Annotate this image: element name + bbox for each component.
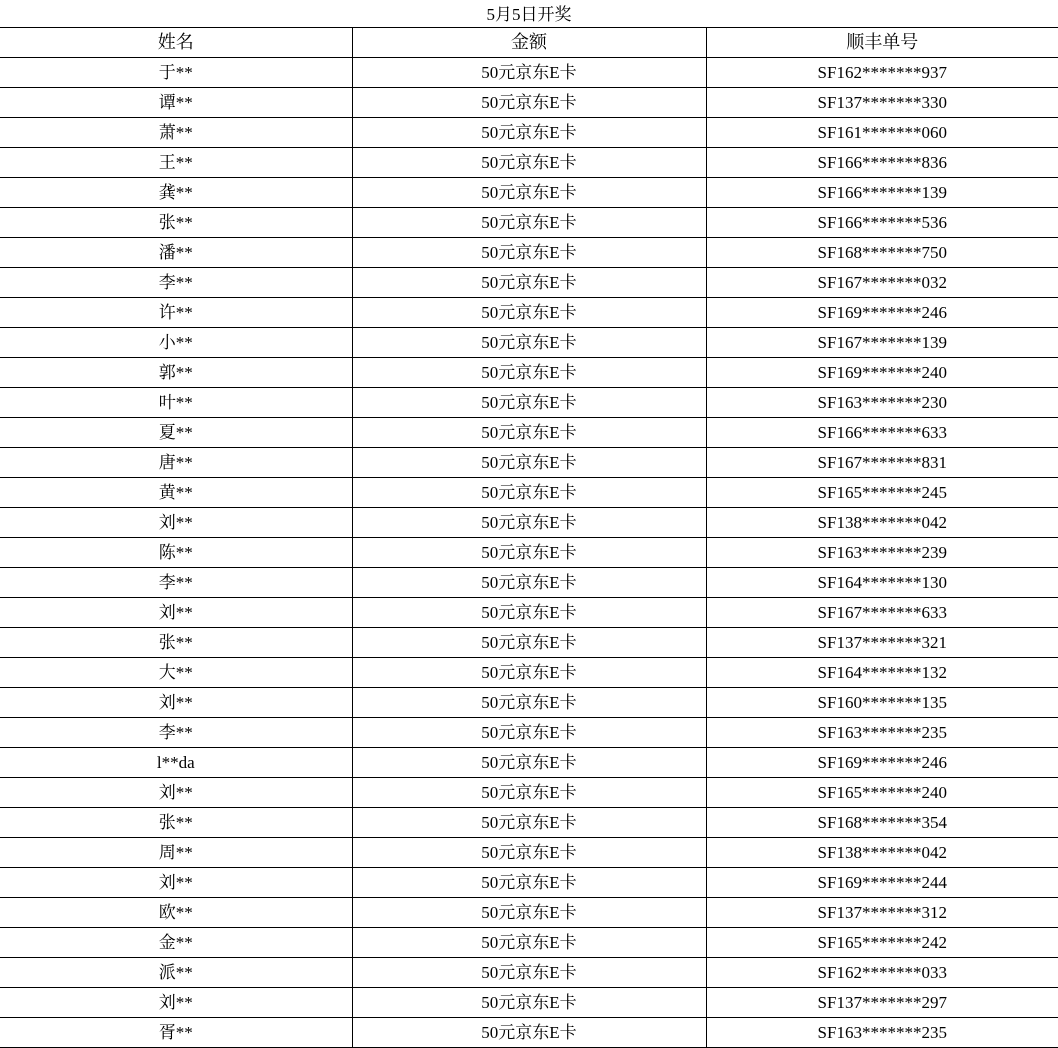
- table-row: [0, 178, 1058, 208]
- winner-name-cell: 夏**: [0, 418, 352, 448]
- winner-name-cell: 许**: [0, 298, 352, 328]
- table-row: [0, 658, 1058, 688]
- winner-name-cell: 萧**: [0, 118, 352, 148]
- table-row: [0, 118, 1058, 148]
- winner-name-cell: 王**: [0, 148, 352, 178]
- prize-amount-cell: 50元京东E卡: [352, 148, 706, 178]
- winner-name-cell: 小**: [0, 328, 352, 358]
- winner-name-cell: 派**: [0, 958, 352, 988]
- table-row: [0, 358, 1058, 388]
- winner-name-cell: 张**: [0, 208, 352, 238]
- prize-amount-cell: 50元京东E卡: [352, 1018, 706, 1048]
- table-row: [0, 778, 1058, 808]
- winner-name-cell: 于**: [0, 58, 352, 88]
- tracking-number-cell: SF137*******297: [706, 988, 1058, 1018]
- winner-name-cell: 周**: [0, 838, 352, 868]
- prize-amount-cell: 50元京东E卡: [352, 568, 706, 598]
- tracking-number-cell: SF167*******032: [706, 268, 1058, 298]
- prize-amount-cell: 50元京东E卡: [352, 508, 706, 538]
- winner-name-cell: 刘**: [0, 868, 352, 898]
- winner-name-cell: 刘**: [0, 598, 352, 628]
- prize-amount-cell: 50元京东E卡: [352, 628, 706, 658]
- tracking-number-cell: SF168*******354: [706, 808, 1058, 838]
- winner-name-cell: 张**: [0, 628, 352, 658]
- winner-name-cell: 谭**: [0, 88, 352, 118]
- winners-table: [0, 27, 1058, 1048]
- tracking-number-cell: SF138*******042: [706, 838, 1058, 868]
- winner-name-cell: 大**: [0, 658, 352, 688]
- winner-name-cell: 张**: [0, 808, 352, 838]
- tracking-number-cell: SF162*******937: [706, 58, 1058, 88]
- prize-amount-cell: 50元京东E卡: [352, 748, 706, 778]
- winner-name-cell: 李**: [0, 268, 352, 298]
- tracking-number-cell: SF165*******242: [706, 928, 1058, 958]
- winner-name-cell: 唐**: [0, 448, 352, 478]
- table-row: [0, 238, 1058, 268]
- tracking-number-cell: SF169*******244: [706, 868, 1058, 898]
- winner-name-cell: 黄**: [0, 478, 352, 508]
- prize-amount-cell: 50元京东E卡: [352, 688, 706, 718]
- prize-amount-cell: 50元京东E卡: [352, 58, 706, 88]
- prize-amount-cell: 50元京东E卡: [352, 208, 706, 238]
- table-row: [0, 208, 1058, 238]
- header-row: [0, 28, 1058, 58]
- winner-name-cell: 龚**: [0, 178, 352, 208]
- winner-name-cell: 刘**: [0, 778, 352, 808]
- tracking-number-cell: SF169*******246: [706, 748, 1058, 778]
- table-row: [0, 568, 1058, 598]
- tracking-number-cell: SF167*******831: [706, 448, 1058, 478]
- column-header-amount: 金额: [352, 28, 706, 58]
- prize-amount-cell: 50元京东E卡: [352, 988, 706, 1018]
- winner-name-cell: 刘**: [0, 988, 352, 1018]
- tracking-number-cell: SF163*******235: [706, 718, 1058, 748]
- tracking-number-cell: SF169*******240: [706, 358, 1058, 388]
- tracking-number-cell: SF163*******239: [706, 538, 1058, 568]
- tracking-number-cell: SF163*******235: [706, 1018, 1058, 1048]
- table-row: [0, 808, 1058, 838]
- tracking-number-cell: SF166*******633: [706, 418, 1058, 448]
- tracking-number-cell: SF165*******240: [706, 778, 1058, 808]
- prize-amount-cell: 50元京东E卡: [352, 448, 706, 478]
- table-row: [0, 928, 1058, 958]
- winner-name-cell: l**da: [0, 748, 352, 778]
- table-row: [0, 58, 1058, 88]
- tracking-number-cell: SF138*******042: [706, 508, 1058, 538]
- prize-amount-cell: 50元京东E卡: [352, 478, 706, 508]
- prize-amount-cell: 50元京东E卡: [352, 658, 706, 688]
- table-row: [0, 448, 1058, 478]
- table-row: [0, 268, 1058, 298]
- tracking-number-cell: SF163*******230: [706, 388, 1058, 418]
- winner-name-cell: 刘**: [0, 508, 352, 538]
- table-row: [0, 958, 1058, 988]
- table-row: [0, 598, 1058, 628]
- tracking-number-cell: SF168*******750: [706, 238, 1058, 268]
- tracking-number-cell: SF162*******033: [706, 958, 1058, 988]
- table-row: [0, 508, 1058, 538]
- winner-name-cell: 胥**: [0, 1018, 352, 1048]
- winner-name-cell: 叶**: [0, 388, 352, 418]
- winner-name-cell: 李**: [0, 718, 352, 748]
- prize-amount-cell: 50元京东E卡: [352, 118, 706, 148]
- table-row: [0, 538, 1058, 568]
- tracking-number-cell: SF164*******132: [706, 658, 1058, 688]
- table-row: [0, 838, 1058, 868]
- tracking-number-cell: SF164*******130: [706, 568, 1058, 598]
- prize-amount-cell: 50元京东E卡: [352, 238, 706, 268]
- winner-name-cell: 李**: [0, 568, 352, 598]
- table-row: [0, 388, 1058, 418]
- prize-amount-cell: 50元京东E卡: [352, 268, 706, 298]
- tracking-number-cell: SF169*******246: [706, 298, 1058, 328]
- tracking-number-cell: SF166*******836: [706, 148, 1058, 178]
- page-title: 5月5日开奖: [486, 5, 572, 24]
- prize-amount-cell: 50元京东E卡: [352, 328, 706, 358]
- table-row: [0, 148, 1058, 178]
- tracking-number-cell: SF137*******312: [706, 898, 1058, 928]
- tracking-number-cell: SF165*******245: [706, 478, 1058, 508]
- winner-name-cell: 刘**: [0, 688, 352, 718]
- winner-name-cell: 郭**: [0, 358, 352, 388]
- tracking-number-cell: SF166*******139: [706, 178, 1058, 208]
- prize-amount-cell: 50元京东E卡: [352, 808, 706, 838]
- prize-amount-cell: 50元京东E卡: [352, 778, 706, 808]
- tracking-number-cell: SF167*******633: [706, 598, 1058, 628]
- winner-name-cell: 潘**: [0, 238, 352, 268]
- prize-amount-cell: 50元京东E卡: [352, 838, 706, 868]
- table-row: [0, 898, 1058, 928]
- table-row: [0, 988, 1058, 1018]
- prize-amount-cell: 50元京东E卡: [352, 538, 706, 568]
- prize-amount-cell: 50元京东E卡: [352, 928, 706, 958]
- winner-name-cell: 欧**: [0, 898, 352, 928]
- tracking-number-cell: SF137*******321: [706, 628, 1058, 658]
- table-row: [0, 418, 1058, 448]
- tracking-number-cell: SF137*******330: [706, 88, 1058, 118]
- prize-amount-cell: 50元京东E卡: [352, 298, 706, 328]
- table-row: [0, 328, 1058, 358]
- table-row: [0, 688, 1058, 718]
- prize-amount-cell: 50元京东E卡: [352, 178, 706, 208]
- table-header: [0, 28, 1058, 58]
- tracking-number-cell: SF166*******536: [706, 208, 1058, 238]
- table-row: [0, 88, 1058, 118]
- prize-amount-cell: 50元京东E卡: [352, 958, 706, 988]
- table-row: [0, 748, 1058, 778]
- table-row: [0, 628, 1058, 658]
- column-header-tracking-number: 顺丰单号: [706, 28, 1058, 58]
- table-row: [0, 718, 1058, 748]
- tracking-number-cell: SF161*******060: [706, 118, 1058, 148]
- prize-amount-cell: 50元京东E卡: [352, 88, 706, 118]
- prize-amount-cell: 50元京东E卡: [352, 388, 706, 418]
- column-header-name: 姓名: [0, 28, 352, 58]
- winner-name-cell: 陈**: [0, 538, 352, 568]
- table-row: [0, 1018, 1058, 1048]
- prize-amount-cell: 50元京东E卡: [352, 598, 706, 628]
- prize-amount-cell: 50元京东E卡: [352, 358, 706, 388]
- table-body: [0, 58, 1058, 1048]
- prize-amount-cell: 50元京东E卡: [352, 418, 706, 448]
- tracking-number-cell: SF160*******135: [706, 688, 1058, 718]
- prize-amount-cell: 50元京东E卡: [352, 898, 706, 928]
- prize-amount-cell: 50元京东E卡: [352, 868, 706, 898]
- table-row: [0, 868, 1058, 898]
- tracking-number-cell: SF167*******139: [706, 328, 1058, 358]
- prize-amount-cell: 50元京东E卡: [352, 718, 706, 748]
- table-row: [0, 478, 1058, 508]
- table-row: [0, 298, 1058, 328]
- winner-name-cell: 金**: [0, 928, 352, 958]
